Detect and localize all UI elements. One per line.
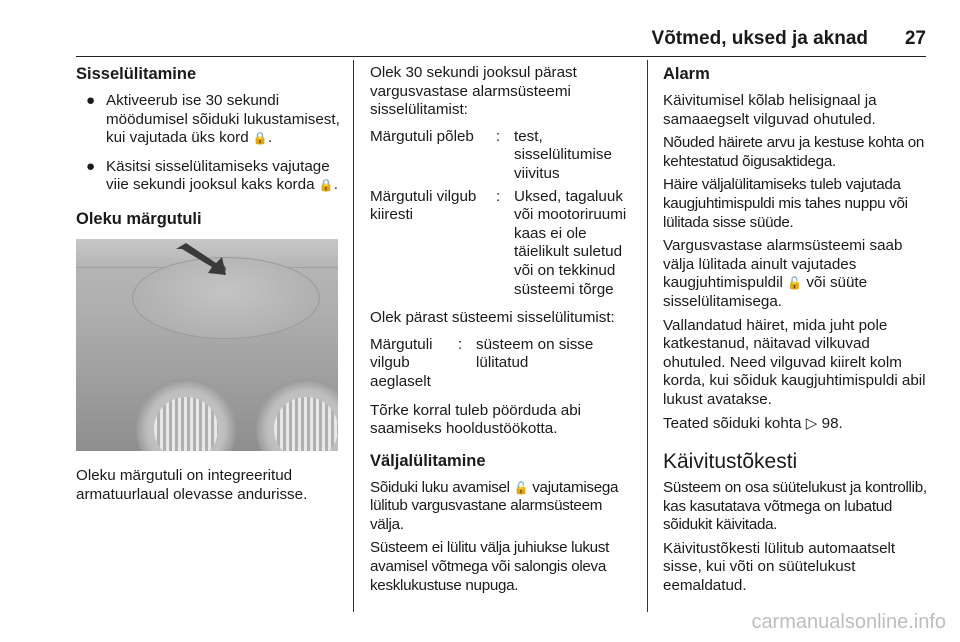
immobilizer-text-1: Süsteem on osa süütelukust ja kontrollib, kas kasutatava võtmega on lubatud sõidukit käivitada. <box>663 479 927 534</box>
text-span: või süüte sisselülitamisega. <box>663 274 868 310</box>
column-1 <box>76 64 344 509</box>
heading-sisselulitamine: Sisselülitamine <box>76 65 197 83</box>
header-rule <box>76 56 926 57</box>
status-key: Märgutuli vilgub aeglaselt <box>370 335 433 390</box>
bullet-dot: ● <box>86 92 96 109</box>
status-sep: : <box>458 335 463 353</box>
alarm-text-4 <box>663 237 933 311</box>
page-header <box>0 0 960 60</box>
status-value: süsteem on sisse lülitatud <box>476 335 594 372</box>
status-sep: : <box>496 127 501 145</box>
status-key: Märgutuli põleb <box>370 127 474 145</box>
intro-text: Olek 30 sekundi jooksul pärast vargusvastase alarmsüsteemi sisselülitamist: <box>370 64 577 119</box>
alarm-text-2: Nõuded häirete arvu ja kestuse kohta on kehtestatud õigusaktidega. <box>663 134 925 170</box>
alarm-text-1: Käivitumisel kõlab helisignaal ja samaaegselt vilguvad ohutuled. <box>663 92 877 128</box>
heading-valjalulitamine: Väljalülitamine <box>370 451 486 470</box>
status-value: test, sisselülitumise viivitus <box>514 127 612 182</box>
heading-oleku-margutuli: Oleku märgutuli <box>76 209 202 228</box>
deactivation-text-2: Süsteem ei lülitu välja juhiukse lukust avamisel võtmega või salongis oleva kesklukustuse nupuga. <box>370 539 610 594</box>
bullet-item <box>76 158 344 195</box>
unlock-icon: 🔓 <box>513 480 529 495</box>
column-2 <box>370 64 638 600</box>
status-sep: : <box>496 187 501 205</box>
column-divider-2 <box>647 60 648 612</box>
alarm-text-5: Vallandatud häiret, mida juht pole katkestanud, näitavad vilkuvad ohutuled. Need vilguvad kiirelt kolm korda, kui sõiduk kaugjuhtimispuldi abil lukust avatakse. <box>663 316 926 408</box>
lock-icon: 🔒 <box>252 131 268 146</box>
column-3 <box>663 64 933 601</box>
text-span: Vargusvastase alarmsüsteemi saab välja lülitada ainult vajutades kaugjuhtimispuldil <box>663 237 903 292</box>
bullet-item <box>76 92 344 148</box>
text-span: Sõiduki luku avamisel <box>370 478 510 496</box>
alarm-text-6 <box>663 415 933 434</box>
immobilizer-text-2: Käivitustõkesti lülitub automaatselt sisse, kui võti on süütelukust eemaldatud. <box>663 539 896 595</box>
page-number: 27 <box>904 28 926 49</box>
illustration-caption: Oleku märgutuli on integreeritud armatuurlaual olevasse andurisse. <box>76 466 308 503</box>
bullet-end: . <box>267 129 273 147</box>
heading-kaivitustokesti: Käivitustõkesti <box>663 450 798 474</box>
pointer-arrow-icon <box>172 243 232 279</box>
air-vent-left <box>136 379 236 451</box>
after-intro-text: Olek pärast süsteemi sisselülitumist: <box>370 309 615 327</box>
status-key: Märgutuli vilgub kiiresti <box>370 187 477 224</box>
air-vent-right <box>256 379 338 451</box>
triangle-ref-icon: ▷ <box>805 414 818 432</box>
dashboard-illustration <box>76 239 338 451</box>
deactivation-text-1 <box>370 479 638 535</box>
ref-link[interactable]: 98. <box>821 414 843 432</box>
watermark: carmanualsonline.info <box>751 611 946 633</box>
status-table-1 <box>370 128 638 299</box>
lock-icon: 🔒 <box>318 178 334 193</box>
fault-text: Tõrke korral tuleb pöörduda abi saamiseks hooldustöökotta. <box>370 401 582 438</box>
bullet-end: . <box>333 176 338 194</box>
status-value: Uksed, tagaluuk või mootoriruumi kaas ei ole täielikult suletud või on tekkinud süsteemi tõrge <box>514 187 627 298</box>
header-title: Võtmed, uksed ja aknad <box>651 28 868 49</box>
column-divider-1 <box>353 60 354 612</box>
unlock-icon: 🔓 <box>787 276 803 291</box>
bullet-dot: ● <box>86 157 96 175</box>
heading-alarm: Alarm <box>663 65 710 83</box>
alarm-text-3: Häire väljalülitamiseks tuleb vajutada kaugjuhtimispuldi mis tahes nuppu või lülitada sisse süüde. <box>663 176 908 231</box>
text-span: vajutamisega lülitub vargusvastane alarmsüsteem välja. <box>370 478 619 533</box>
text-span: Teated sõiduki kohta <box>663 414 802 432</box>
bullet-text: Käsitsi sisselülitamiseks vajutage viie sekundi jooksul kaks korda <box>106 157 330 194</box>
bullet-text: Aktiveerub ise 30 sekundi möödumisel sõiduki lukustamisest, kui vajutada üks kord <box>106 92 340 147</box>
status-table-2 <box>370 336 638 392</box>
